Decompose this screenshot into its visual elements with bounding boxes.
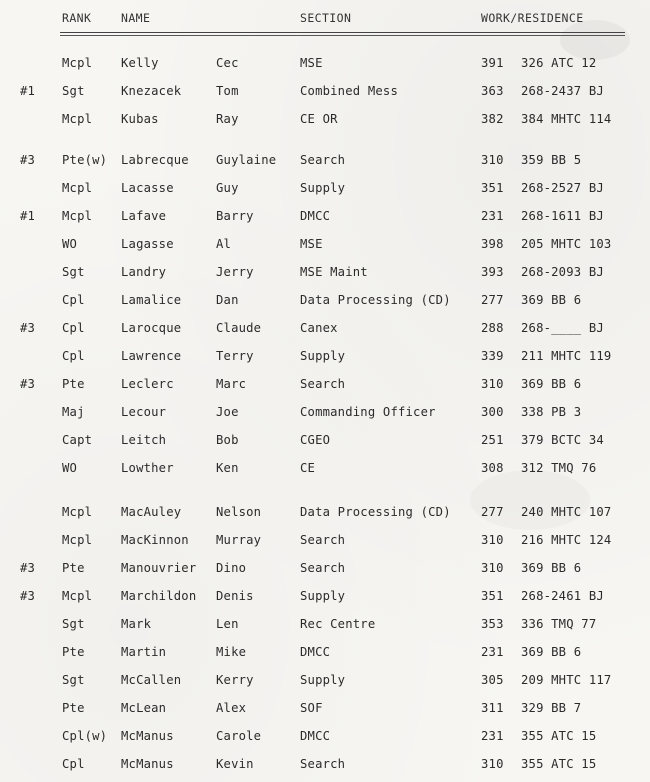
row-work-number: 231 (481, 209, 504, 223)
row-section: Search (300, 377, 346, 391)
row-section: CE OR (300, 112, 338, 126)
row-mark: #1 (20, 84, 36, 98)
row-surname: Lagasse (121, 237, 174, 251)
row-first-name: Dan (216, 293, 239, 307)
row-mark: #3 (20, 561, 36, 575)
row-rank: Mcpl (62, 589, 93, 603)
row-surname: Mark (121, 617, 152, 631)
row-first-name: Guy (216, 181, 239, 195)
row-residence: 216 MHTC 124 (521, 533, 612, 547)
row-work-number: 310 (481, 153, 504, 167)
row-first-name: Tom (216, 84, 239, 98)
row-rank: Mcpl (62, 533, 93, 547)
row-first-name: Joe (216, 405, 239, 419)
row-surname: Larocque (121, 321, 182, 335)
row-work-number: 311 (481, 701, 504, 715)
row-section: MSE (300, 56, 323, 70)
row-rank: Pte (62, 701, 85, 715)
row-section: CGEO (300, 433, 331, 447)
row-section: Supply (300, 673, 346, 687)
row-first-name: Mike (216, 645, 247, 659)
row-first-name: Claude (216, 321, 262, 335)
row-surname: Landry (121, 265, 167, 279)
row-section: Combined Mess (300, 84, 398, 98)
row-surname: McCallen (121, 673, 182, 687)
row-rank: Sgt (62, 265, 85, 279)
row-residence: 268-2527 BJ (521, 181, 604, 195)
row-first-name: Ray (216, 112, 239, 126)
row-residence: 326 ATC 12 (521, 56, 597, 70)
row-residence: 268-2461 BJ (521, 589, 604, 603)
row-section: Search (300, 561, 346, 575)
row-residence: 211 MHTC 119 (521, 349, 612, 363)
row-work-number: 310 (481, 757, 504, 771)
row-surname: McManus (121, 757, 174, 771)
row-work-number: 398 (481, 237, 504, 251)
row-first-name: Dino (216, 561, 247, 575)
row-rank: Cpl (62, 321, 85, 335)
row-first-name: Alex (216, 701, 247, 715)
row-mark: #3 (20, 589, 36, 603)
row-section: MSE (300, 237, 323, 251)
row-residence: 268-2437 BJ (521, 84, 604, 98)
row-section: DMCC (300, 209, 331, 223)
row-mark: #1 (20, 209, 36, 223)
row-work-number: 393 (481, 265, 504, 279)
row-rank: Cpl(w) (62, 729, 108, 743)
row-residence: 369 BB 6 (521, 645, 582, 659)
row-surname: Leitch (121, 433, 167, 447)
row-rank: Pte(w) (62, 153, 108, 167)
row-work-number: 251 (481, 433, 504, 447)
row-residence: 312 TMQ 76 (521, 461, 597, 475)
row-section: Supply (300, 349, 346, 363)
row-first-name: Terry (216, 349, 254, 363)
row-residence: 369 BB 6 (521, 377, 582, 391)
row-rank: Sgt (62, 673, 85, 687)
row-work-number: 351 (481, 181, 504, 195)
row-surname: Lacasse (121, 181, 174, 195)
header-double-rule (60, 32, 625, 33)
row-surname: Lawrence (121, 349, 182, 363)
row-work-number: 277 (481, 293, 504, 307)
row-residence: 268-2093 BJ (521, 265, 604, 279)
row-work-number: 300 (481, 405, 504, 419)
row-section: Supply (300, 589, 346, 603)
row-first-name: Nelson (216, 505, 262, 519)
row-first-name: Cec (216, 56, 239, 70)
row-section: Commanding Officer (300, 405, 436, 419)
row-section: Canex (300, 321, 338, 335)
row-residence: 268-____ BJ (521, 321, 604, 335)
row-first-name: Barry (216, 209, 254, 223)
row-surname: MacKinnon (121, 533, 189, 547)
paper-smudge (470, 470, 590, 530)
row-rank: Mcpl (62, 505, 93, 519)
row-section: CE (300, 461, 316, 475)
row-residence: 384 MHTC 114 (521, 112, 612, 126)
row-first-name: Ken (216, 461, 239, 475)
row-residence: 355 ATC 15 (521, 757, 597, 771)
row-section: Search (300, 153, 346, 167)
row-work-number: 391 (481, 56, 504, 70)
row-first-name: Carole (216, 729, 262, 743)
row-residence: 268-1611 BJ (521, 209, 604, 223)
row-section: MSE Maint (300, 265, 368, 279)
row-residence: 369 BB 6 (521, 293, 582, 307)
row-first-name: Guylaine (216, 153, 277, 167)
row-work-number: 308 (481, 461, 504, 475)
row-surname: Marchildon (121, 589, 197, 603)
row-mark: #3 (20, 153, 36, 167)
row-section: Search (300, 757, 346, 771)
header-rank: RANK (62, 11, 92, 25)
row-rank: Cpl (62, 293, 85, 307)
row-work-number: 363 (481, 84, 504, 98)
header-work-residence: WORK/RESIDENCE (481, 11, 584, 25)
row-work-number: 288 (481, 321, 504, 335)
header-name: NAME (121, 11, 151, 25)
row-rank: WO (62, 237, 78, 251)
row-work-number: 231 (481, 729, 504, 743)
row-work-number: 277 (481, 505, 504, 519)
row-section: DMCC (300, 645, 331, 659)
row-residence: 369 BB 6 (521, 561, 582, 575)
row-mark: #3 (20, 377, 36, 391)
row-section: Supply (300, 181, 346, 195)
row-surname: Lamalice (121, 293, 182, 307)
row-surname: Kubas (121, 112, 159, 126)
row-first-name: Al (216, 237, 232, 251)
row-work-number: 382 (481, 112, 504, 126)
row-surname: Labrecque (121, 153, 189, 167)
row-surname: Lafave (121, 209, 167, 223)
row-surname: Manouvrier (121, 561, 197, 575)
row-first-name: Bob (216, 433, 239, 447)
row-residence: 209 MHTC 117 (521, 673, 612, 687)
row-first-name: Jerry (216, 265, 254, 279)
row-section: Data Processing (CD) (300, 505, 451, 519)
row-surname: McLean (121, 701, 167, 715)
row-section: Data Processing (CD) (300, 293, 451, 307)
row-rank: Pte (62, 645, 85, 659)
row-residence: 355 ATC 15 (521, 729, 597, 743)
row-rank: Capt (62, 433, 93, 447)
row-surname: Knezacek (121, 84, 182, 98)
row-work-number: 353 (481, 617, 504, 631)
row-surname: Leclerc (121, 377, 174, 391)
row-first-name: Len (216, 617, 239, 631)
row-first-name: Murray (216, 533, 262, 547)
row-rank: Cpl (62, 349, 85, 363)
row-section: DMCC (300, 729, 331, 743)
row-rank: Mcpl (62, 181, 93, 195)
row-residence: 379 BCTC 34 (521, 433, 604, 447)
row-rank: Sgt (62, 84, 85, 98)
row-surname: McManus (121, 729, 174, 743)
header-section: SECTION (300, 11, 352, 25)
row-surname: Lecour (121, 405, 167, 419)
paper-smudge (560, 20, 630, 60)
row-work-number: 310 (481, 377, 504, 391)
row-work-number: 310 (481, 533, 504, 547)
row-section: Rec Centre (300, 617, 376, 631)
row-residence: 338 PB 3 (521, 405, 582, 419)
row-first-name: Marc (216, 377, 247, 391)
row-residence: 336 TMQ 77 (521, 617, 597, 631)
row-section: Search (300, 533, 346, 547)
row-residence: 359 BB 5 (521, 153, 582, 167)
row-work-number: 231 (481, 645, 504, 659)
row-section: SOF (300, 701, 323, 715)
row-rank: Mcpl (62, 56, 93, 70)
row-rank: Mcpl (62, 112, 93, 126)
row-rank: Mcpl (62, 209, 93, 223)
row-surname: Kelly (121, 56, 159, 70)
row-rank: Maj (62, 405, 85, 419)
row-work-number: 351 (481, 589, 504, 603)
row-work-number: 310 (481, 561, 504, 575)
row-rank: Cpl (62, 757, 85, 771)
row-residence: 205 MHTC 103 (521, 237, 612, 251)
row-residence: 329 BB 7 (521, 701, 582, 715)
row-rank: Sgt (62, 617, 85, 631)
row-rank: WO (62, 461, 78, 475)
row-surname: Lowther (121, 461, 174, 475)
row-first-name: Kevin (216, 757, 254, 771)
row-rank: Pte (62, 561, 85, 575)
row-residence: 240 MHTC 107 (521, 505, 612, 519)
row-work-number: 339 (481, 349, 504, 363)
row-work-number: 305 (481, 673, 504, 687)
row-rank: Pte (62, 377, 85, 391)
row-first-name: Kerry (216, 673, 254, 687)
header-double-rule (60, 35, 625, 36)
row-first-name: Denis (216, 589, 254, 603)
row-mark: #3 (20, 321, 36, 335)
row-surname: MacAuley (121, 505, 182, 519)
row-surname: Martin (121, 645, 167, 659)
